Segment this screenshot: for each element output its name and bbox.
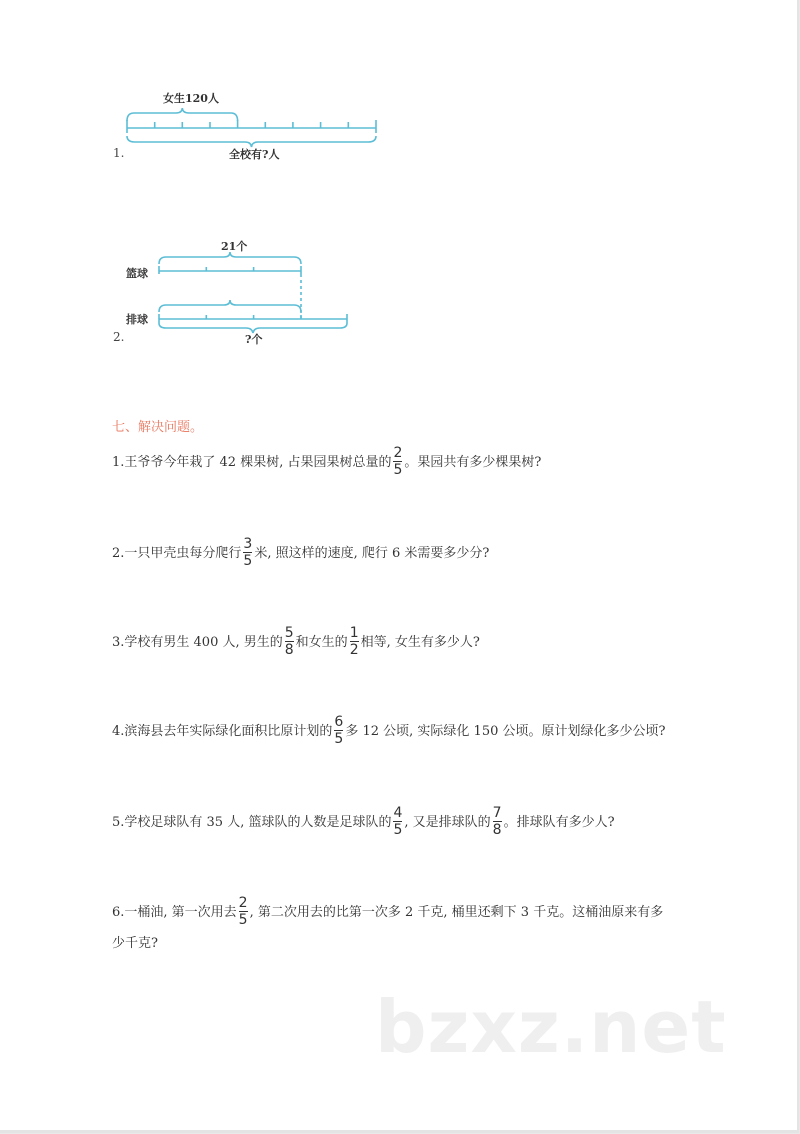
question-number: 5. (112, 815, 125, 830)
diagram-1-bottom-label: 全校有?人 (229, 148, 280, 161)
question-2 (112, 537, 489, 570)
question-text: 多 12 公顷, 实际绿化 150 公顷。原计划绿化多少公顷? (345, 724, 666, 739)
diagram-1-number: 1. (113, 146, 125, 160)
diagram-2-bottom-label: ?个 (245, 333, 263, 346)
question-text: 。排球队有多少人? (503, 815, 615, 830)
diagram-1-top-label: 女生120人 (163, 92, 219, 105)
question-text: 学校足球队有 35 人, 篮球队的人数是足球队的 (124, 815, 392, 830)
fraction: $\frac{2}{5}$ (393, 445, 403, 478)
diagram-2-top-label: 21个 (221, 240, 248, 253)
diagram-2-row1-label: 篮球 (126, 267, 148, 280)
fraction: $\frac{1}{2}$ (349, 625, 359, 658)
diagram-2-number: 2. (113, 330, 125, 344)
fraction: $\frac{5}{8}$ (284, 625, 294, 658)
question-number: 1. (112, 455, 125, 470)
question-text: 米, 照这样的速度, 爬行 6 米需要多少分? (254, 546, 490, 561)
fraction: $\frac{7}{8}$ (492, 805, 502, 838)
section-title: 七、解决问题。 (112, 420, 204, 435)
question-text: , 又是排球队的 (404, 815, 491, 830)
question-text: 学校有男生 400 人, 男生的 (124, 635, 283, 650)
question-1 (112, 446, 541, 479)
question-number: 4. (112, 724, 125, 739)
question-number: 3. (112, 635, 125, 650)
fraction: $\frac{2}{5}$ (238, 895, 248, 928)
fraction: $\frac{6}{5}$ (334, 714, 344, 747)
question-6 (112, 896, 672, 959)
question-number: 2. (112, 546, 125, 561)
question-text: 王爷爷今年栽了 42 棵果树, 占果园果树总量的 (124, 455, 392, 470)
question-4 (112, 715, 672, 748)
question-text: 和女生的 (295, 635, 348, 650)
fraction: $\frac{3}{5}$ (243, 536, 253, 569)
question-text: 滨海县去年实际绿化面积比原计划的 (124, 724, 333, 739)
question-number: 6. (112, 905, 125, 920)
question-text: 。果园共有多少棵果树? (404, 455, 542, 470)
question-text: 相等, 女生有多少人? (360, 635, 480, 650)
question-5 (112, 806, 615, 839)
question-3 (112, 626, 480, 659)
question-text: 一只甲壳虫每分爬行 (124, 546, 242, 561)
diagram-2-row2-label: 排球 (126, 313, 148, 326)
question-text: , 第二次用去的比第一次多 2 千克, 桶里还剩下 3 千克。这桶油原来有多少千克? (112, 905, 664, 951)
fraction: $\frac{4}{5}$ (393, 805, 403, 838)
question-text: 一桶油, 第一次用去 (124, 905, 237, 920)
watermark: bzxz.net (375, 985, 727, 1069)
